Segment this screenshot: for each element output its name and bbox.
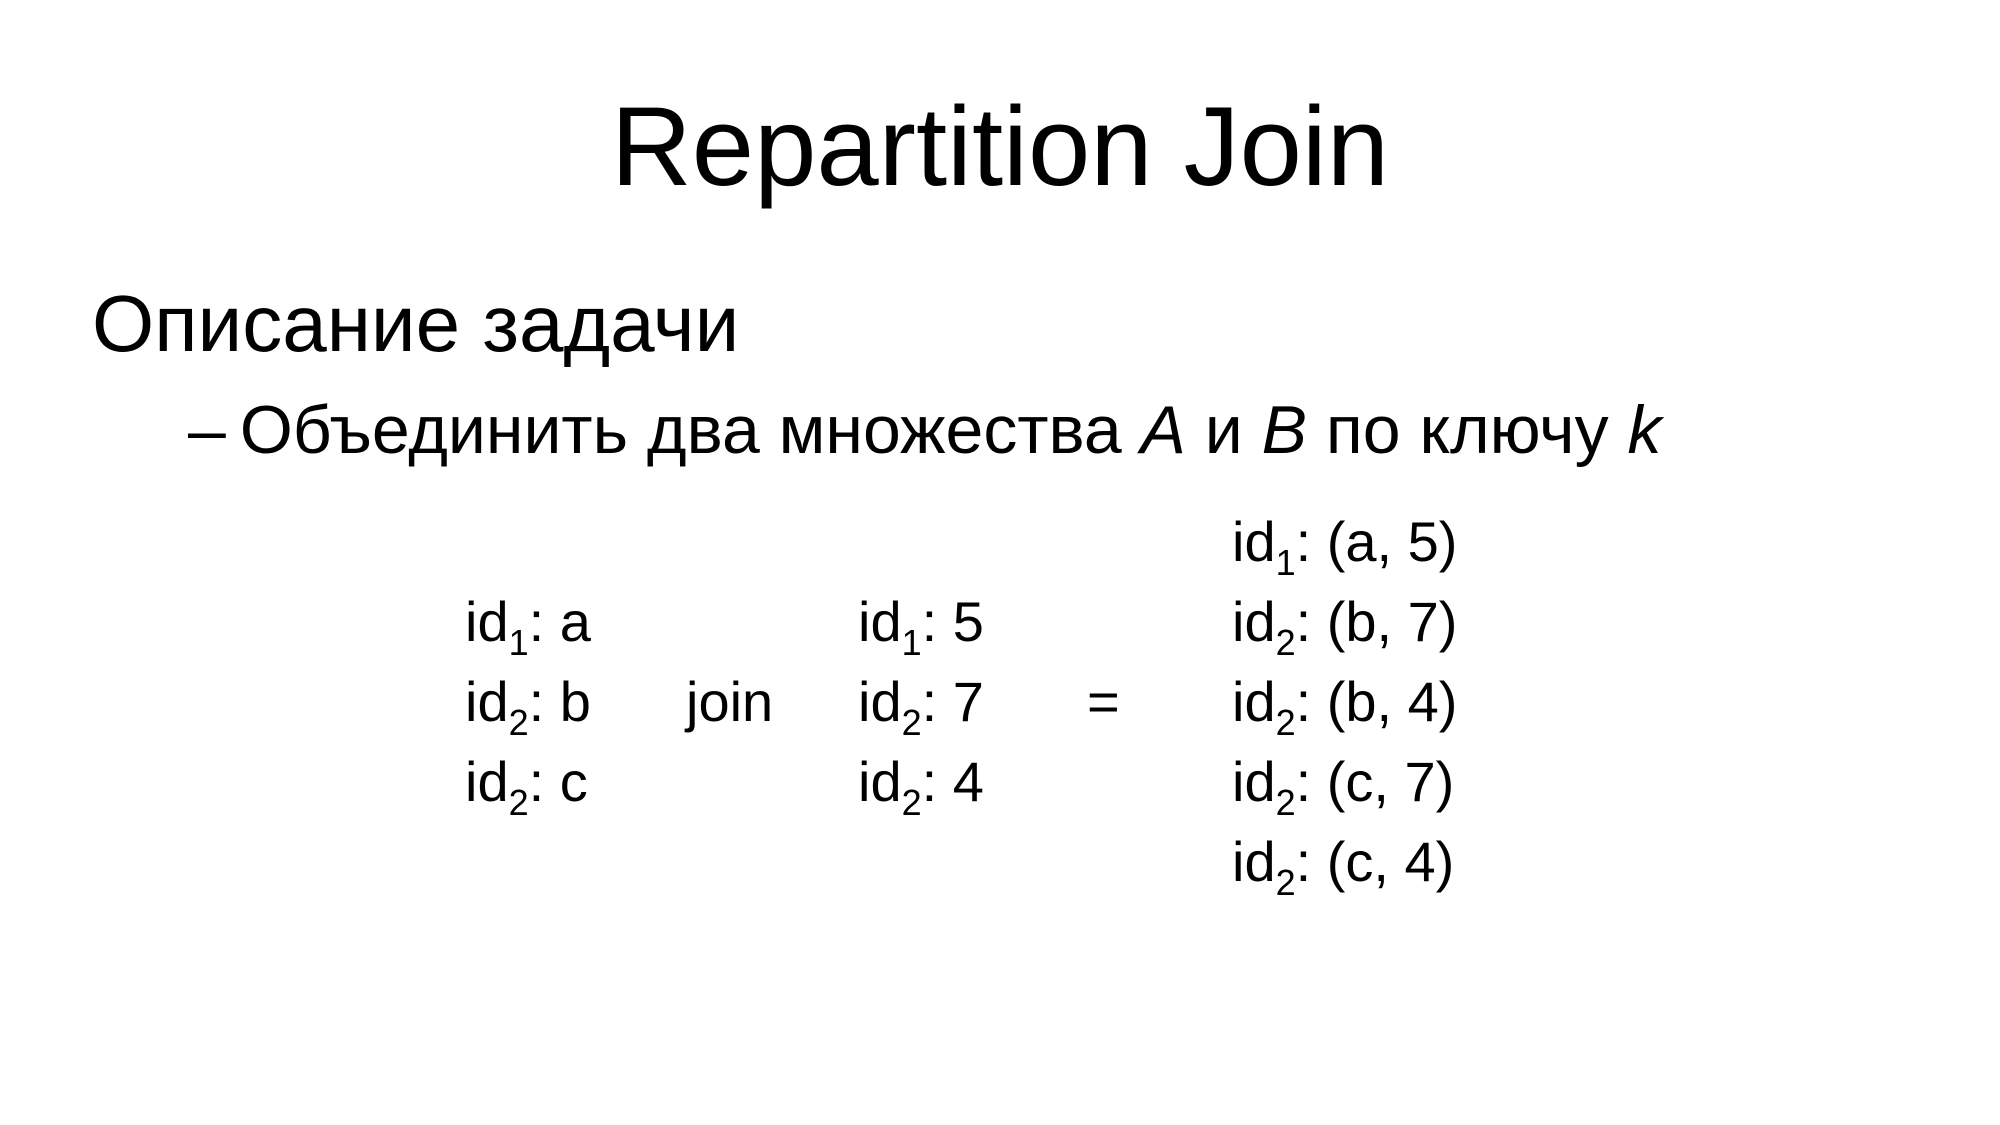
set-b-symbol: B [1261,392,1308,468]
left-set-row: $id_2$: c [465,750,588,823]
right-set-row: $id_1$: 5 [858,590,984,663]
bullet-dash: – [188,392,226,468]
equals-sign: = [1087,670,1120,733]
left-set-row: $id_2$: b [465,670,591,743]
join-operator: join [686,670,774,733]
section-heading: Описание задачи [92,279,740,368]
result-row: $id_2$: (c, 7) [1232,750,1455,823]
left-set [465,582,591,822]
result-row: $id_2$: (b, 4) [1232,670,1458,743]
sub-bullet [188,388,1661,472]
right-set [858,582,984,822]
left-set-row: $id_1$: a [465,590,591,663]
result-set [1232,502,1457,902]
result-row: $id_2$: (b, 7) [1232,590,1458,663]
bullet-text-before: Объединить два множества [239,392,1141,468]
right-set-row: $id_2$: 7 [858,670,984,743]
slide-title: Repartition Join [610,84,1390,209]
set-a-symbol: A [1140,392,1186,468]
key-symbol: k [1627,392,1662,468]
right-set-row: $id_2$: 4 [858,750,984,823]
bullet-and: и [1185,392,1262,468]
bullet-text-after: по ключу [1307,392,1628,468]
result-row: $id_1$: (a, 5) [1232,510,1458,583]
result-row: $id_2$: (c, 4) [1232,830,1455,903]
